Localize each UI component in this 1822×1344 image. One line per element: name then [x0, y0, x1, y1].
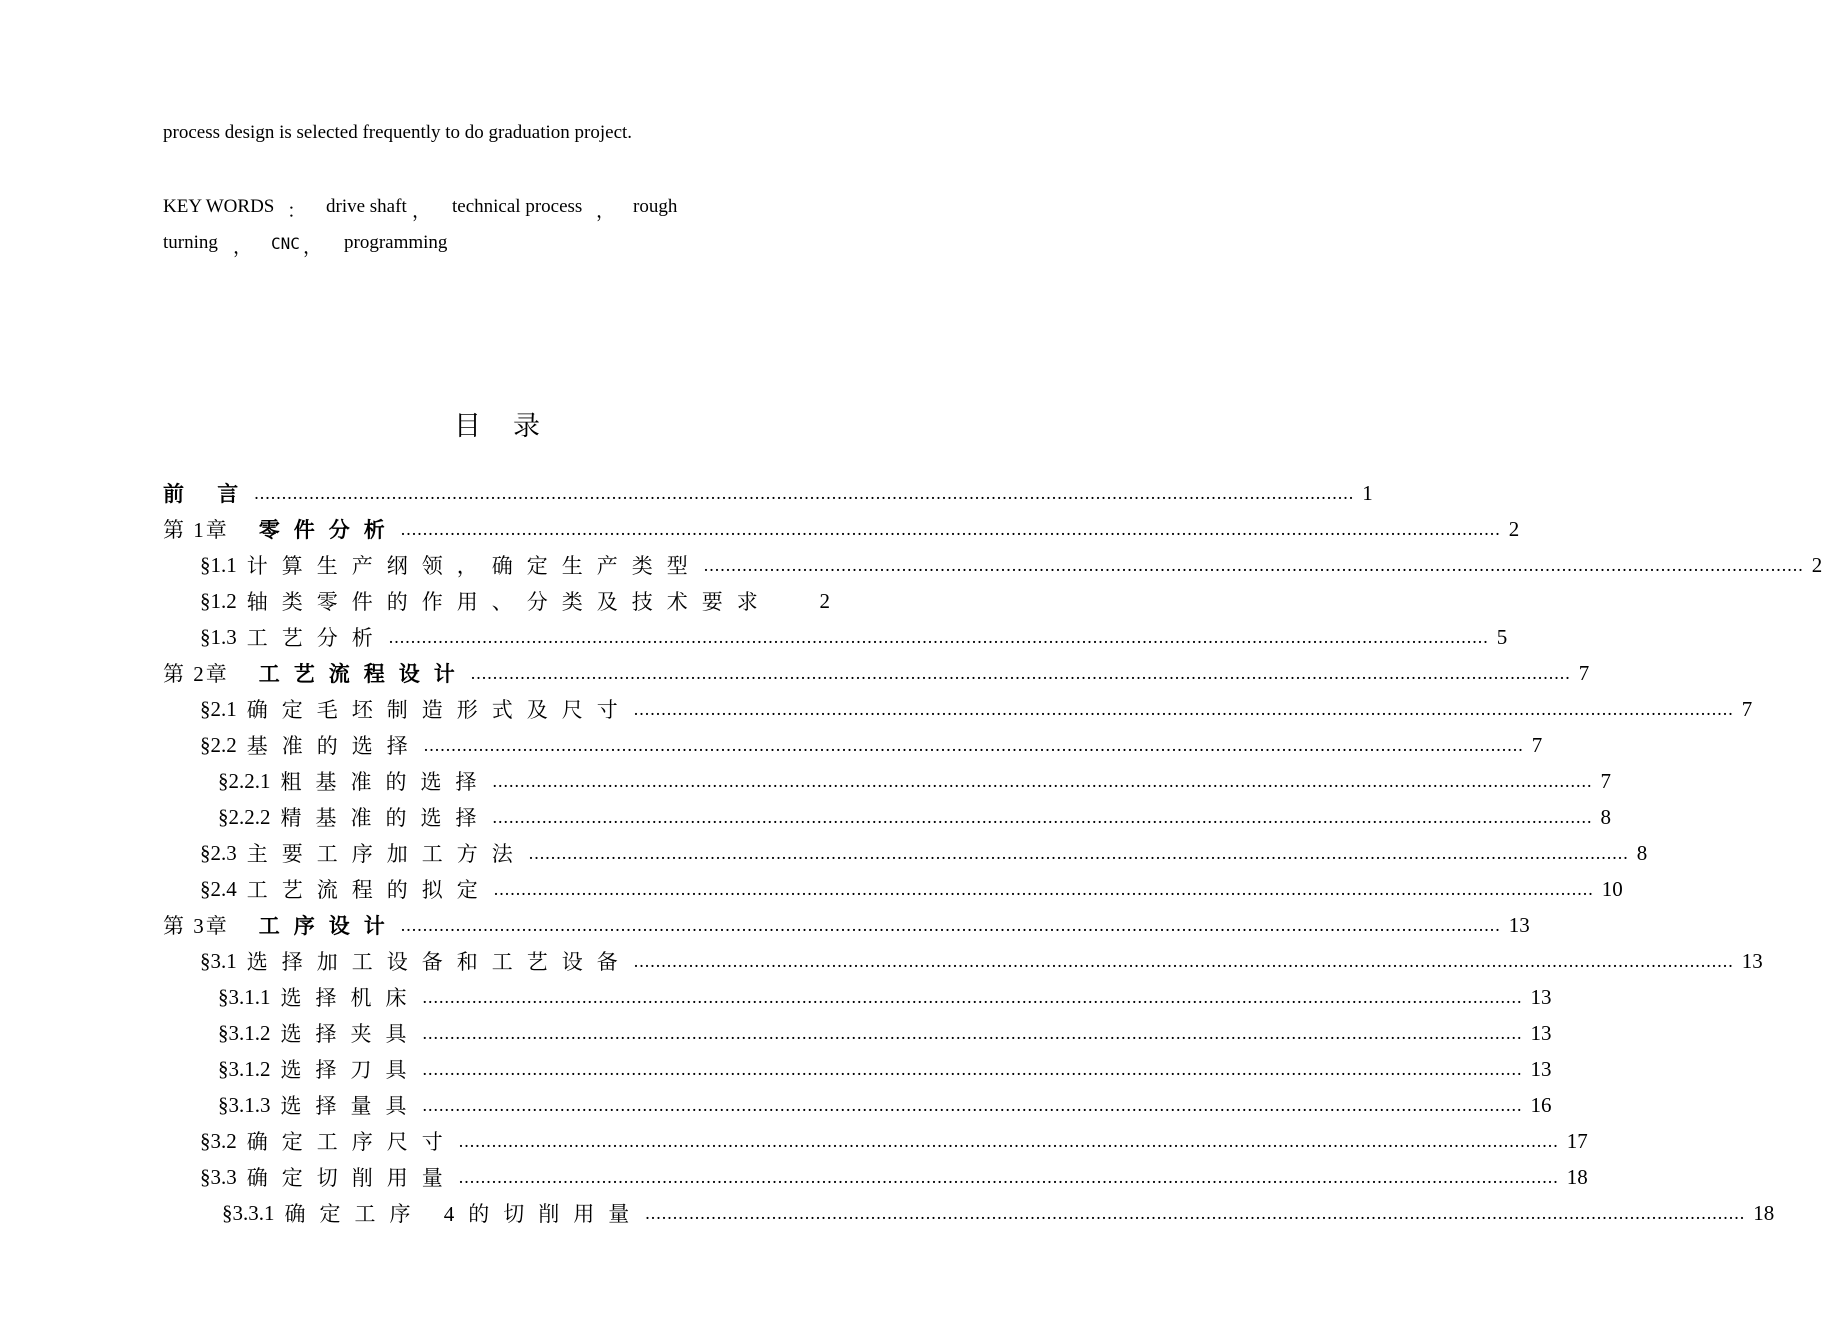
- toc-entry-label: 工艺分析: [246, 626, 387, 650]
- toc-leader-dots: ........................................................................................................................................................................................................: [422, 1022, 1523, 1043]
- toc-entry[interactable]: [200, 547, 1822, 583]
- toc-leader-dots: ........................................................................................................................................................................................................: [400, 518, 1501, 539]
- toc-entry-page: 2: [819, 588, 830, 613]
- toc-entry-number: §3.2: [200, 1128, 237, 1153]
- toc-leader-dots: ........................................................................................................................................................................................................: [470, 662, 1571, 683]
- toc-leader-dots: ........................................................................................................................................................................................................: [492, 806, 1593, 827]
- toc-entry-page: 7: [1600, 768, 1611, 793]
- toc-entry-number: 第 3章: [163, 914, 229, 938]
- keyword-cnc: CNC: [271, 234, 300, 253]
- toc-entry-page: 7: [1741, 696, 1753, 721]
- toc-entry-label: 选择夹具: [280, 1022, 421, 1046]
- toc-entry-page: 18: [1753, 1200, 1775, 1225]
- toc-entry-number: §2.2.1: [218, 768, 271, 793]
- abstract-tail-sentence: process design is selected frequently to do graduation project.: [163, 122, 633, 143]
- toc-leader-dots: ........................................................................................................................................................................................................: [633, 950, 1734, 971]
- toc-entry-label: 主要工序加工方法: [246, 842, 527, 866]
- toc-entry[interactable]: [200, 619, 1508, 655]
- toc-entry-label: 确定毛坯制造形式及尺寸: [246, 698, 632, 722]
- toc-entry-page: 16: [1530, 1092, 1552, 1117]
- toc-entry[interactable]: [200, 691, 1753, 727]
- toc-entry-label: 选择量具: [280, 1094, 421, 1118]
- keyword-rough: rough: [633, 196, 678, 217]
- toc-entry-page: 10: [1601, 876, 1623, 901]
- keywords-label: KEY WORDS: [163, 196, 275, 217]
- toc-entry[interactable]: [200, 583, 830, 619]
- toc-entry-number: 第 1章: [163, 518, 229, 542]
- toc-entry-label: 轴类零件的作用、分类及技术要求: [246, 590, 772, 614]
- toc-entry-page: 13: [1508, 912, 1530, 937]
- toc-entry[interactable]: [218, 979, 1552, 1015]
- toc-entry[interactable]: [163, 907, 1530, 943]
- toc-entry-number: §1.3: [200, 624, 237, 649]
- toc-leader-dots: ........................................................................................................................................................................................................: [703, 554, 1804, 575]
- toc-entry-label: 零件分析: [258, 518, 399, 542]
- toc-leader-dots: ........................................................................................................................................................................................................: [633, 698, 1734, 719]
- toc-entry-label: 选择刀具: [280, 1058, 421, 1082]
- toc-entry-page: 5: [1496, 624, 1508, 649]
- toc-entry[interactable]: [218, 799, 1611, 835]
- toc-entry[interactable]: [200, 727, 1543, 763]
- toc-leader-dots: ........................................................................................................................................................................................................: [422, 1094, 1523, 1115]
- toc-entry-number: §3.1: [200, 948, 237, 973]
- toc-entry-page: 8: [1600, 804, 1611, 829]
- toc-leader-dots: ........................................................................................................................................................................................................: [458, 1166, 1559, 1187]
- toc-entry-label: 粗基准的选择: [280, 770, 491, 794]
- toc-leader-dots: ........................................................................................................................................................................................................: [492, 770, 1593, 791]
- toc-entry[interactable]: [200, 943, 1763, 979]
- toc-entry-page: 2: [1811, 552, 1822, 577]
- toc-entry-number: §3.3.1: [222, 1200, 275, 1225]
- toc-entry-label: 精基准的选择: [280, 806, 491, 830]
- toc-leader-dots: ........................................................................................................................................................................................................: [645, 1202, 1746, 1223]
- toc-entry-number: §1.2: [200, 588, 237, 613]
- toc-entry-page: 13: [1530, 1020, 1552, 1045]
- toc-entry-page: 13: [1741, 948, 1763, 973]
- keyword-drive-shaft: drive shaft: [326, 196, 407, 217]
- toc-leader-dots: ........................................................................................................................................................................................................: [388, 626, 1489, 647]
- toc-entry-number: §1.1: [200, 552, 237, 577]
- keyword-comma: ，: [303, 237, 323, 258]
- toc-entry-page: 18: [1566, 1164, 1588, 1189]
- toc-entry-page: 7: [1531, 732, 1543, 757]
- toc-leader-dots: ........................................................................................................................................................................................................: [254, 482, 1355, 503]
- toc-leader-dots: ........................................................................................................................................................................................................: [528, 842, 1629, 863]
- keywords-separator: ：: [287, 201, 307, 222]
- toc-entry[interactable]: [200, 1159, 1588, 1195]
- toc-entry-label: 确定工序 4的切削用量: [284, 1202, 644, 1226]
- toc-entry-label: 基准的选择: [246, 734, 422, 758]
- toc-entry[interactable]: [163, 511, 1520, 547]
- toc-entry[interactable]: [163, 655, 1590, 691]
- toc-entry-page: 13: [1530, 1056, 1552, 1081]
- toc-leader-dots: ........................................................................................................................................................................................................: [400, 914, 1501, 935]
- toc-entry[interactable]: [200, 1123, 1588, 1159]
- keyword-comma: ，: [596, 201, 616, 222]
- toc-entry[interactable]: [222, 1195, 1775, 1231]
- toc-entry-number: §3.1.3: [218, 1092, 271, 1117]
- toc-entry-label: 选择加工设备和工艺设备: [246, 950, 632, 974]
- toc-entry[interactable]: [218, 1015, 1552, 1051]
- toc-entry-number: 第 2章: [163, 662, 229, 686]
- toc-leader-dots: ........................................................................................................................................................................................................: [423, 734, 1524, 755]
- toc-title: 目录: [454, 411, 572, 442]
- toc-entry[interactable]: [200, 835, 1648, 871]
- toc-entry[interactable]: [218, 1087, 1552, 1123]
- toc-entry[interactable]: [200, 871, 1623, 907]
- toc-entry-page: 2: [1508, 516, 1520, 541]
- toc-entry-label: 计算生产纲领，确定生产类型: [246, 554, 702, 578]
- toc-entry-page: 8: [1636, 840, 1648, 865]
- toc-entry-label: 前 言: [163, 482, 253, 506]
- toc-entry-number: §3.1.2: [218, 1020, 271, 1045]
- toc-entry-label: 工艺流程设计: [258, 662, 469, 686]
- toc-entry-page: 1: [1362, 480, 1373, 505]
- toc-entry-number: §2.4: [200, 876, 237, 901]
- toc-entry-number: §3.1.2: [218, 1056, 271, 1081]
- keyword-technical-process: technical process: [452, 196, 583, 217]
- toc-entry[interactable]: [218, 1051, 1552, 1087]
- toc-leader-dots: ........................................................................................................................................................................................................: [422, 986, 1523, 1007]
- toc-entry-number: §2.2: [200, 732, 237, 757]
- toc-leader-dots: ........................................................................................................................................................................................................: [458, 1130, 1559, 1151]
- toc-entry-label: 工序设计: [258, 914, 399, 938]
- toc-entry-label: 确定切削用量: [246, 1166, 457, 1190]
- toc-entry-page: 7: [1578, 660, 1590, 685]
- toc-entry-number: §2.3: [200, 840, 237, 865]
- toc-entry-number: §3.1.1: [218, 984, 271, 1009]
- keyword-turning: turning: [163, 232, 218, 253]
- toc-leader-dots: ........................................................................................................................................................................................................: [493, 878, 1594, 899]
- toc-entry-page: 17: [1566, 1128, 1588, 1153]
- keyword-comma: ，: [233, 237, 253, 258]
- toc-leader-dots: ........................................................................................................................................................................................................: [422, 1058, 1523, 1079]
- toc-entry[interactable]: [218, 763, 1611, 799]
- toc-entry-label: 工艺流程的拟定: [246, 878, 492, 902]
- toc-entry-number: §2.2.2: [218, 804, 271, 829]
- toc-entry-page: 13: [1530, 984, 1552, 1009]
- toc-entry-label: 选择机床: [280, 986, 421, 1010]
- keyword-comma: ，: [412, 201, 432, 222]
- keyword-programming: programming: [344, 232, 448, 253]
- toc-entry-number: §3.3: [200, 1164, 237, 1189]
- toc-entry-number: §2.1: [200, 696, 237, 721]
- toc-entry[interactable]: [163, 475, 1373, 511]
- toc-entry-label: 确定工序尺寸: [246, 1130, 457, 1154]
